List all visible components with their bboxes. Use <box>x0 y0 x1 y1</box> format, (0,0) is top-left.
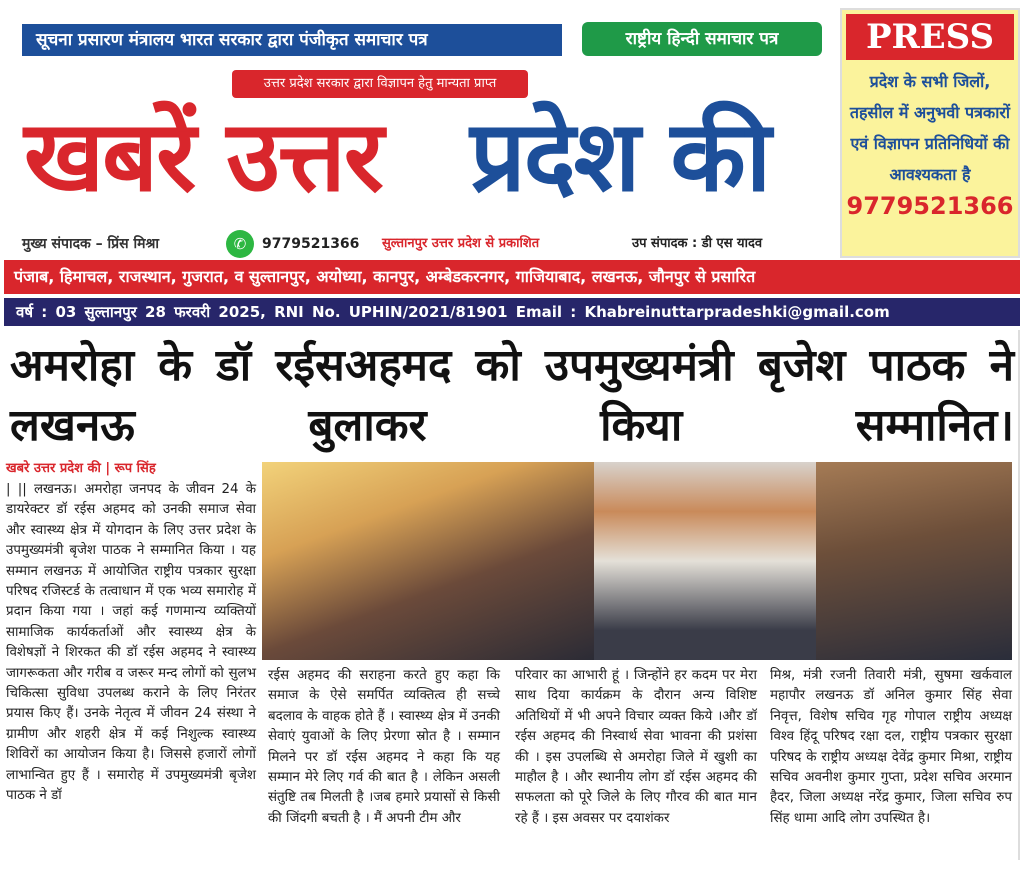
headline: अमरोहा के डॉ रईसअहमद को उपमुख्यमंत्री बृजेश पाठक ने लखनऊ बुलाकर किया सम्मानित। <box>10 340 1014 451</box>
recognition-banner: उत्तर प्रदेश सरकार द्वारा विज्ञापन हेतु मान्यता प्राप्त <box>232 70 528 98</box>
dateline: वर्ष : 03 सुल्तानपुर 28 फरवरी 2025, RNI No. UPHIN/2021/81901 Email : Khabreinuttarpradeshki@gmail.com <box>4 298 1020 326</box>
article-column-1: | || लखनऊ। अमरोहा जनपद के जीवन 24 के डायरेक्टर डॉ रईस अहमद को उनकी समाज सेवा और स्वास्थ्य क्षेत्र में योगदान के लिए उत्तर प्रदेश के उपमुख्यमंत्री बृजेश पाठक ने सम्मानित किया । यह सम्मान लखनऊ में आयोजित राष्ट्रीय पत्रकार सुरक्षा परिषद रजिस्टर्ड के तत्वाधान में एक भव्य समारोह में प्रदान किया गया । जहां कई गणमान्य व्यक्तियों सामाजिक कार्यकर्ताओं और स्वास्थ्य क्षेत्र के विशेषज्ञों ने शिरकत की डॉ रईस अहमद ने स्वास्थ्य जागरूकता और गरीब व जरूर मन्द लोगों को सुलभ चिकित्सा सुविधा उपलब्ध कराने के लिए निरंतर प्रयास किए हैं। उनके नेतृत्व में जीवन 24 संस्था ने ग्रामीण और शहरी क्षेत्र में कई निशुल्क स्वास्थ्य शिविरों का आयोजन किया है। जिससे हजारों लोगों लाभान्वित हुए हैं । समारोह में उपमुख्यमंत्री बृजेश पाठक ने डॉ <box>6 482 256 804</box>
byline: खबरे उत्तर प्रदेश की | रूप सिंह <box>6 461 156 476</box>
article-column-2: रईस अहमद की सराहना करते हुए कहा कि समाज के ऐसे समर्पित व्यक्तित्व ही सच्चे बदलाव के वाहक होते हैं । स्वास्थ्य क्षेत्र में उनकी सेवाएं युवाओं के लिए प्रेरणा स्रोत है । सम्मान मिलने पर डॉ रईस अहमद ने कहा कि यह सम्मान मेरे लिए गर्व की बात है । लेकिन असली संतुष्टि तब मिलती है ।जब हमारे प्रयासों से किसी की जिंदगी बचती है । मैं अपनी टीम और <box>268 668 500 826</box>
published-from: सुल्तानपुर उत्तर प्रदेश से प्रकाशित <box>382 236 540 251</box>
photo-award-ceremony <box>262 462 594 660</box>
press-text: प्रदेश के सभी जिलों, तहसील में अनुभवी पत्रकारों एवं विज्ञापन प्रतिनिधियों की आवश्यकता है <box>849 72 1011 184</box>
press-title: PRESS <box>846 14 1014 60</box>
circulation-strip: पंजाब, हिमाचल, राजस्थान, गुजरात, व सुल्तानपुर, अयोध्या, कानपुर, अम्बेडकरनगर, गाजियाबाद, लखनऊ, जौनपुर से प्रसारित <box>4 260 1020 294</box>
photo-cooperative-building <box>594 462 816 660</box>
phone-number: 9779521366 <box>262 236 360 252</box>
press-phone: 9779521366 <box>846 192 1014 220</box>
article-column-4: मिश्र, मंत्री रजनी तिवारी मंत्री, सुषमा खर्कवाल महापौर लखनऊ डॉ अनिल कुमार सिंह सेवा निवृत्त, विशेष सचिव गृह गोपाल राष्ट्रीय अध्यक्ष विश्व हिंदू परिषद रक्षा दल, राष्ट्रीय पत्रकार सुरक्षा परिषद के राष्ट्रीय अध्यक्ष देवेंद्र कुमार मिश्रा, राष्ट्रीय सचिव अवनीश कुमार गुप्ता, प्रदेश सचिव अरमान हैदर, जिला अध्यक्ष नरेंद्र कुमार, जिला सचिव रुप सिंह धामा आदि लोग उपस्थित है। <box>770 668 1012 826</box>
masthead-red: खबरें उत्तर <box>24 100 382 214</box>
ministry-banner: सूचना प्रसारण मंत्रालय भारत सरकार द्वारा पंजीकृत समाचार पत्र <box>22 24 562 56</box>
photo-selfie <box>816 462 1012 660</box>
press-box <box>840 8 1020 258</box>
article-column-3: परिवार का आभारी हूं । जिन्होंने हर कदम पर मेरा साथ दिया कार्यक्रम के दौरान अन्य विशिष्ट अतिथियों में भी अपने विचार व्यक्त किये ।और डॉ रईस अहमद की निस्वार्थ सेवा भावना की प्रशंसा की । इस उपलब्धि से अमरोहा जिले में खुशी का माहौल है । और स्थानीय लोग डॉ रईस अहमद की सफलता को पूरे जिले के लिए गौरव की बात मान रहे हैं । इस अवसर पर दयाशंकर <box>515 668 757 826</box>
national-banner: राष्ट्रीय हिन्दी समाचार पत्र <box>582 22 822 56</box>
sub-editor: उप संपादक : डी एस यादव <box>632 236 763 251</box>
masthead-blue: प्रदेश की <box>470 100 770 214</box>
page-border <box>1018 330 1020 860</box>
chief-editor: मुख्य संपादक – प्रिंस मिश्रा <box>22 236 159 252</box>
whatsapp-icon: ✆ <box>226 230 254 258</box>
